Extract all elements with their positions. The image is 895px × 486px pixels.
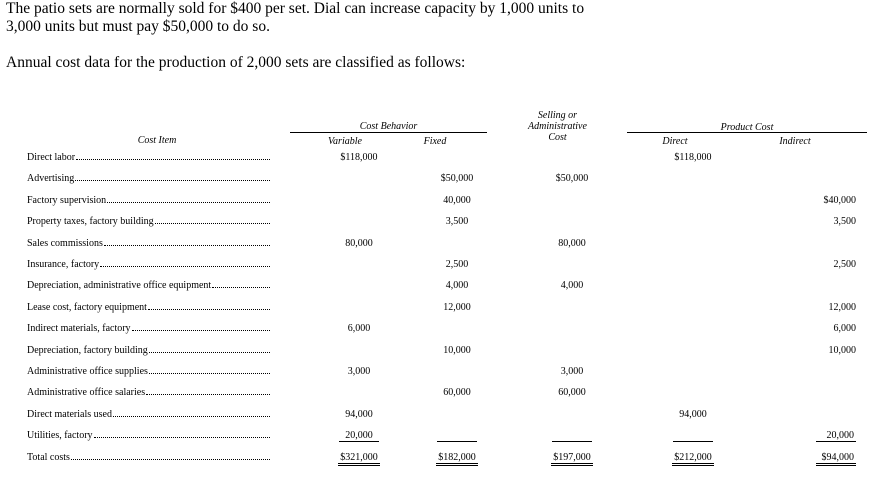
cell-direct bbox=[663, 409, 723, 420]
leader-dots bbox=[104, 245, 270, 246]
cost-item-text: Advertising bbox=[27, 173, 75, 185]
direct-value bbox=[673, 430, 713, 442]
leader-dots bbox=[155, 223, 270, 224]
cell-variable bbox=[329, 430, 389, 442]
table-row bbox=[0, 216, 895, 232]
table-row bbox=[0, 173, 895, 189]
cost-item-label bbox=[27, 387, 270, 398]
cost-item-label bbox=[27, 216, 270, 227]
leader-dots bbox=[132, 330, 270, 331]
fixed-value: 10,000 bbox=[443, 344, 471, 356]
cell-fixed bbox=[427, 173, 487, 184]
cost-item-text: Utilities, factory bbox=[27, 430, 93, 442]
header-selling-line-3: Cost bbox=[548, 132, 567, 143]
leader-dots bbox=[75, 180, 270, 181]
leader-dots bbox=[71, 459, 270, 460]
leader-dots bbox=[107, 202, 270, 203]
cell-fixed bbox=[427, 259, 487, 270]
table-row bbox=[0, 409, 895, 425]
leader-dots bbox=[146, 394, 270, 395]
cost-item-label bbox=[27, 409, 270, 420]
total-fixed-value: $182,000 bbox=[436, 452, 478, 466]
cell-variable bbox=[329, 409, 389, 420]
indirect-value: 12,000 bbox=[828, 301, 856, 313]
selling-value: $50,000 bbox=[555, 173, 589, 185]
header-fixed: Fixed bbox=[423, 136, 447, 147]
cost-item-text: Sales commissions bbox=[27, 237, 103, 249]
cost-item-text: Indirect materials, factory bbox=[27, 323, 131, 335]
variable-value: 3,000 bbox=[347, 366, 371, 377]
indirect-value: 10,000 bbox=[828, 344, 856, 356]
selling-value: 80,000 bbox=[558, 237, 586, 249]
header-indirect: Indirect bbox=[779, 136, 811, 147]
total-variable bbox=[329, 452, 389, 466]
table-row bbox=[0, 345, 895, 361]
table-row bbox=[0, 302, 895, 318]
cell-indirect bbox=[796, 345, 856, 356]
total-row bbox=[0, 452, 895, 468]
table-row bbox=[0, 430, 895, 446]
header-selling-admin bbox=[515, 110, 600, 143]
cost-item-label bbox=[27, 430, 270, 441]
header-selling-line-1: Selling or bbox=[537, 110, 578, 121]
leader-dots bbox=[149, 352, 270, 353]
cell-indirect bbox=[796, 302, 856, 313]
cell-selling bbox=[542, 173, 602, 184]
header-product-cost: Product Cost bbox=[720, 122, 774, 133]
cell-fixed bbox=[427, 430, 487, 442]
cost-item-text: Lease cost, factory equipment bbox=[27, 301, 147, 313]
table-row bbox=[0, 280, 895, 296]
total-selling-value: $197,000 bbox=[551, 452, 593, 466]
cost-item-label bbox=[27, 280, 270, 291]
leader-dots bbox=[113, 416, 270, 417]
cell-fixed bbox=[427, 216, 487, 227]
cell-indirect bbox=[796, 430, 856, 442]
cost-item-text: Factory supervision bbox=[27, 194, 107, 206]
indirect-value: 2,500 bbox=[833, 259, 856, 270]
cell-fixed bbox=[427, 345, 487, 356]
table-row bbox=[0, 238, 895, 254]
variable-value: 20,000 bbox=[339, 430, 379, 442]
leader-dots bbox=[94, 437, 270, 438]
selling-value: 4,000 bbox=[560, 280, 584, 292]
table-row bbox=[0, 366, 895, 382]
cell-fixed bbox=[427, 302, 487, 313]
total-fixed bbox=[427, 452, 487, 466]
fixed-value: $50,000 bbox=[440, 173, 474, 185]
variable-value: 80,000 bbox=[345, 237, 373, 249]
cell-variable bbox=[329, 366, 389, 377]
cost-item-text: Property taxes, factory building bbox=[27, 216, 154, 228]
table-row bbox=[0, 387, 895, 403]
selling-value: 60,000 bbox=[558, 387, 586, 399]
total-direct bbox=[663, 452, 723, 466]
fixed-value: 12,000 bbox=[443, 301, 471, 313]
cell-fixed bbox=[427, 280, 487, 291]
cell-direct bbox=[663, 152, 723, 163]
cost-item-label bbox=[27, 366, 270, 377]
cell-selling bbox=[542, 238, 602, 249]
cost-item-text: Administrative office salaries bbox=[27, 387, 146, 399]
fixed-value: 60,000 bbox=[443, 387, 471, 399]
cell-variable bbox=[329, 152, 389, 163]
direct-value: $118,000 bbox=[674, 152, 712, 163]
cost-item-label bbox=[27, 323, 270, 334]
direct-value: 94,000 bbox=[679, 408, 707, 420]
problem-intro bbox=[6, 0, 886, 36]
header-direct: Direct bbox=[662, 136, 688, 147]
cost-item-label bbox=[27, 345, 270, 356]
intro-line-1: The patio sets are normally sold for $400 per set. Dial can increase capacity by 1,000 units to bbox=[6, 0, 585, 17]
fixed-value: 2,500 bbox=[445, 259, 469, 270]
total-selling bbox=[542, 452, 602, 466]
cost-item-text: Direct labor bbox=[27, 152, 76, 163]
total-indirect bbox=[796, 452, 856, 466]
fixed-value: 4,000 bbox=[445, 280, 469, 292]
cell-indirect bbox=[796, 195, 856, 206]
cell-selling bbox=[542, 366, 602, 377]
leader-dots bbox=[149, 373, 270, 374]
cell-selling bbox=[542, 280, 602, 291]
cell-indirect bbox=[796, 259, 856, 270]
cost-item-text: Administrative office supplies bbox=[27, 366, 148, 377]
variable-value: $118,000 bbox=[340, 152, 378, 163]
leader-dots bbox=[100, 266, 270, 267]
selling-value: 3,000 bbox=[560, 366, 584, 377]
indirect-value: 3,500 bbox=[833, 216, 856, 228]
variable-value: 6,000 bbox=[347, 323, 371, 335]
cost-item-text: Depreciation, administrative office equipment bbox=[27, 280, 212, 292]
cost-item-text: Insurance, factory bbox=[27, 259, 100, 270]
fixed-value bbox=[437, 430, 477, 442]
cell-indirect bbox=[796, 323, 856, 334]
table-row bbox=[0, 323, 895, 339]
table-row bbox=[0, 152, 895, 168]
cost-item-label bbox=[27, 173, 270, 184]
leader-dots bbox=[76, 159, 270, 160]
total-label-text: Total costs bbox=[27, 452, 70, 463]
cost-item-label bbox=[27, 302, 270, 313]
fixed-value: 3,500 bbox=[445, 216, 469, 228]
cost-item-label bbox=[27, 152, 270, 163]
table-lead-sentence: Annual cost data for the production of 2,000 sets are classified as follows: bbox=[6, 54, 466, 71]
fixed-value: 40,000 bbox=[443, 194, 471, 206]
selling-value bbox=[552, 430, 592, 442]
cost-item-label bbox=[27, 195, 270, 206]
leader-dots bbox=[148, 309, 270, 310]
indirect-value: $40,000 bbox=[823, 194, 856, 206]
table-row bbox=[0, 195, 895, 211]
header-cost-behavior: Cost Behavior bbox=[359, 121, 418, 132]
cost-behavior-rule bbox=[290, 132, 487, 133]
cell-variable bbox=[329, 323, 389, 334]
header-selling-line-2: Administrative bbox=[528, 121, 587, 132]
cell-selling bbox=[542, 430, 602, 442]
cell-fixed bbox=[427, 387, 487, 398]
leader-dots bbox=[212, 287, 270, 288]
total-label bbox=[27, 452, 270, 463]
total-indirect-value: $94,000 bbox=[816, 452, 856, 466]
cell-indirect bbox=[796, 216, 856, 227]
cost-item-label bbox=[27, 238, 270, 249]
cost-item-text: Depreciation, factory building bbox=[27, 344, 148, 356]
cell-direct bbox=[663, 430, 723, 442]
indirect-value: 6,000 bbox=[833, 323, 856, 335]
indirect-value: 20,000 bbox=[816, 430, 856, 442]
header-cost-item: Cost Item bbox=[137, 135, 177, 146]
header-variable: Variable bbox=[328, 136, 362, 147]
product-cost-rule bbox=[627, 132, 867, 133]
table-row bbox=[0, 259, 895, 275]
total-direct-value: $212,000 bbox=[672, 452, 714, 466]
total-variable-value: $321,000 bbox=[338, 452, 380, 466]
cell-fixed bbox=[427, 195, 487, 206]
cost-item-label bbox=[27, 259, 270, 270]
cost-item-text: Direct materials used bbox=[27, 408, 112, 420]
cell-variable bbox=[329, 238, 389, 249]
variable-value: 94,000 bbox=[345, 408, 373, 420]
cell-selling bbox=[542, 387, 602, 398]
intro-line-2: 3,000 units but must pay $50,000 to do so. bbox=[6, 18, 270, 35]
